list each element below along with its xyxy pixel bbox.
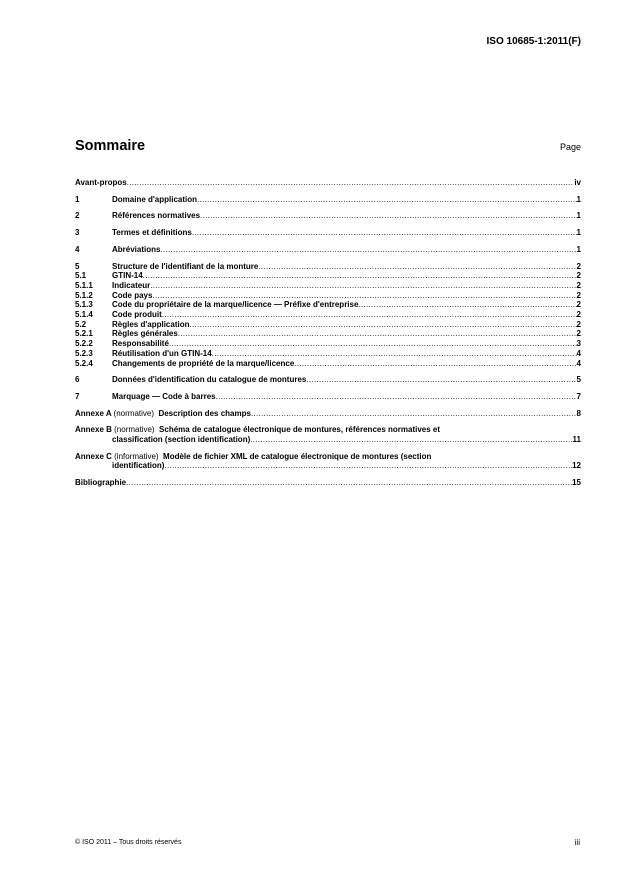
toc-entry-number: 5.2.1 — [75, 329, 93, 339]
toc-entry-title: Responsabilité — [112, 339, 169, 349]
annex-title: Schéma de catalogue électronique de montures, références normatives et — [159, 425, 441, 435]
toc-entry-page: 4 — [576, 348, 581, 358]
toc-annex-entry[interactable] — [75, 409, 581, 419]
toc-entry[interactable] — [75, 375, 581, 385]
toc-entry-page: 4 — [576, 358, 581, 368]
toc-entry-number: 5.2.3 — [75, 348, 93, 358]
dot-leader — [162, 310, 577, 320]
dot-leader — [250, 435, 572, 445]
toc-entry-title: Règles générales — [112, 329, 178, 339]
dot-leader — [127, 178, 575, 188]
toc-entry-page: 2 — [576, 290, 581, 300]
toc-entry-page: 1 — [576, 244, 581, 254]
toc-annex-entry[interactable] — [75, 425, 581, 444]
dot-leader — [358, 300, 576, 310]
toc-entry-page: 2 — [576, 319, 581, 329]
toc-entry-page: 15 — [572, 478, 581, 488]
toc-entry-number: 5.1.3 — [75, 300, 93, 310]
toc-entry-title: Code du propriétaire de la marque/licence — Préfixe d'entreprise — [112, 300, 359, 310]
toc-entry-number: 2 — [75, 211, 80, 221]
toc-entry-title: Données d'identification du catalogue de montures — [112, 375, 307, 385]
dot-leader — [212, 349, 577, 359]
toc-entry-number: 5.2.4 — [75, 358, 93, 368]
dot-leader — [178, 329, 577, 339]
toc-entry-number: 3 — [75, 228, 80, 238]
dot-leader — [251, 409, 577, 419]
toc-entry[interactable] — [75, 291, 581, 301]
toc-entry-number: 4 — [75, 244, 80, 254]
dot-leader — [200, 211, 577, 221]
toc-entry-number: 5 — [75, 261, 80, 271]
toc-entry[interactable] — [75, 195, 581, 205]
toc-entry[interactable] — [75, 178, 581, 188]
toc-entry-page: 7 — [576, 391, 581, 401]
toc-entry-title: Code produit — [112, 310, 162, 320]
dot-leader — [306, 375, 576, 385]
dot-leader — [294, 359, 576, 369]
toc-annex-entry[interactable] — [75, 452, 581, 471]
annex-title: Description des champs — [158, 408, 251, 418]
toc-entry-title: Code pays — [112, 290, 153, 300]
dot-leader — [160, 245, 576, 255]
dot-leader — [197, 195, 577, 205]
page-title: Sommaire — [75, 138, 146, 154]
dot-leader — [164, 461, 572, 471]
toc-entry-page: 1 — [576, 194, 581, 204]
toc-entry-number: 5.1.1 — [75, 280, 93, 290]
annex-label: Annexe B — [75, 425, 112, 435]
toc-entry-number: 5.2 — [75, 319, 87, 329]
annex-title-continued: identification) — [112, 461, 165, 471]
toc-entry-title: Références normatives — [112, 211, 201, 221]
toc-entry-title: Avant-propos — [75, 178, 127, 187]
toc-entry-title: Réutilisation d'un GTIN-14 — [112, 348, 212, 358]
dot-leader — [216, 392, 577, 402]
toc-entry-bibliography[interactable] — [75, 478, 581, 488]
toc-entry-title: Marquage — Code à barres — [112, 391, 216, 401]
toc-entry-page: 3 — [576, 339, 581, 349]
toc-entry[interactable] — [75, 329, 581, 339]
toc-entry-page: 2 — [576, 310, 581, 320]
toc-entry-page: 2 — [576, 300, 581, 310]
toc-entry-number: 6 — [75, 375, 80, 385]
toc-entry[interactable] — [75, 211, 581, 221]
toc-entry-title: Règles d'application — [112, 319, 190, 329]
toc-entry-title: Structure de l'identifiant de la monture — [112, 261, 259, 271]
toc-entry[interactable] — [75, 281, 581, 291]
copyright-footer: © ISO 2011 – Tous droits réservés — [75, 839, 182, 846]
dot-leader — [258, 262, 576, 272]
toc-entry[interactable] — [75, 271, 581, 281]
toc-entry[interactable] — [75, 245, 581, 255]
document-id: ISO 10685-1:2011(F) — [486, 36, 581, 47]
annex-title-continued: classification (section identification) — [112, 435, 251, 445]
toc-entry-number: 5.1.4 — [75, 310, 93, 320]
toc-entry-number: 5.1 — [75, 271, 87, 281]
toc-entry-page: 1 — [576, 228, 581, 238]
annex-type: (normative) — [113, 408, 154, 418]
toc-entry-title: Bibliographie — [75, 478, 127, 488]
dot-leader — [189, 320, 576, 330]
toc-entry-page: 2 — [576, 261, 581, 271]
toc-entry-page: 8 — [576, 408, 581, 418]
dot-leader — [143, 271, 577, 281]
toc-entry-page: 1 — [576, 211, 581, 221]
dot-leader — [150, 281, 576, 291]
toc-entry-title: GTIN-14 — [112, 271, 143, 281]
toc-entry-number: 5.2.2 — [75, 339, 93, 349]
dot-leader — [152, 291, 576, 301]
toc-entry-title: Indicateur — [112, 280, 151, 290]
toc-entry-title: Abréviations — [112, 244, 161, 254]
toc-entry-page: 2 — [576, 280, 581, 290]
toc-entry-number: 7 — [75, 391, 80, 401]
dot-leader — [126, 478, 572, 488]
toc-entry[interactable] — [75, 228, 581, 238]
annex-type: (informative) — [114, 451, 159, 461]
toc-entry-title: Termes et définitions — [112, 228, 192, 238]
annex-title: Modèle de fichier XML de catalogue électronique de montures (section — [163, 451, 432, 461]
toc-entry-title: Changements de propriété de la marque/licence — [112, 358, 295, 368]
dot-leader — [169, 339, 577, 349]
page-number: iii — [574, 838, 580, 847]
table-of-contents — [75, 178, 581, 488]
toc-entry[interactable] — [75, 320, 581, 330]
toc-entry[interactable] — [75, 310, 581, 320]
toc-entry-page: 2 — [576, 329, 581, 339]
annex-label: Annexe A — [75, 408, 112, 418]
toc-entry[interactable] — [75, 392, 581, 402]
toc-entry[interactable] — [75, 349, 581, 359]
toc-entry-page: 5 — [576, 375, 581, 385]
toc-entry-page: 12 — [572, 461, 581, 471]
annex-type: (normative) — [114, 425, 155, 435]
annex-label: Annexe C — [75, 451, 112, 461]
toc-entry-number: 1 — [75, 194, 80, 204]
toc-entry[interactable] — [75, 262, 581, 272]
toc-entry-number: 5.1.2 — [75, 290, 93, 300]
toc-entry-page: 11 — [572, 435, 581, 445]
toc-entry[interactable] — [75, 359, 581, 369]
toc-entry-title: Domaine d'application — [112, 194, 198, 204]
dot-leader — [192, 228, 577, 238]
toc-entry-page: 2 — [576, 271, 581, 281]
toc-entry-page: iv — [574, 178, 581, 187]
toc-entry[interactable] — [75, 300, 581, 310]
toc-entry[interactable] — [75, 339, 581, 349]
page-column-label: Page — [559, 142, 581, 152]
